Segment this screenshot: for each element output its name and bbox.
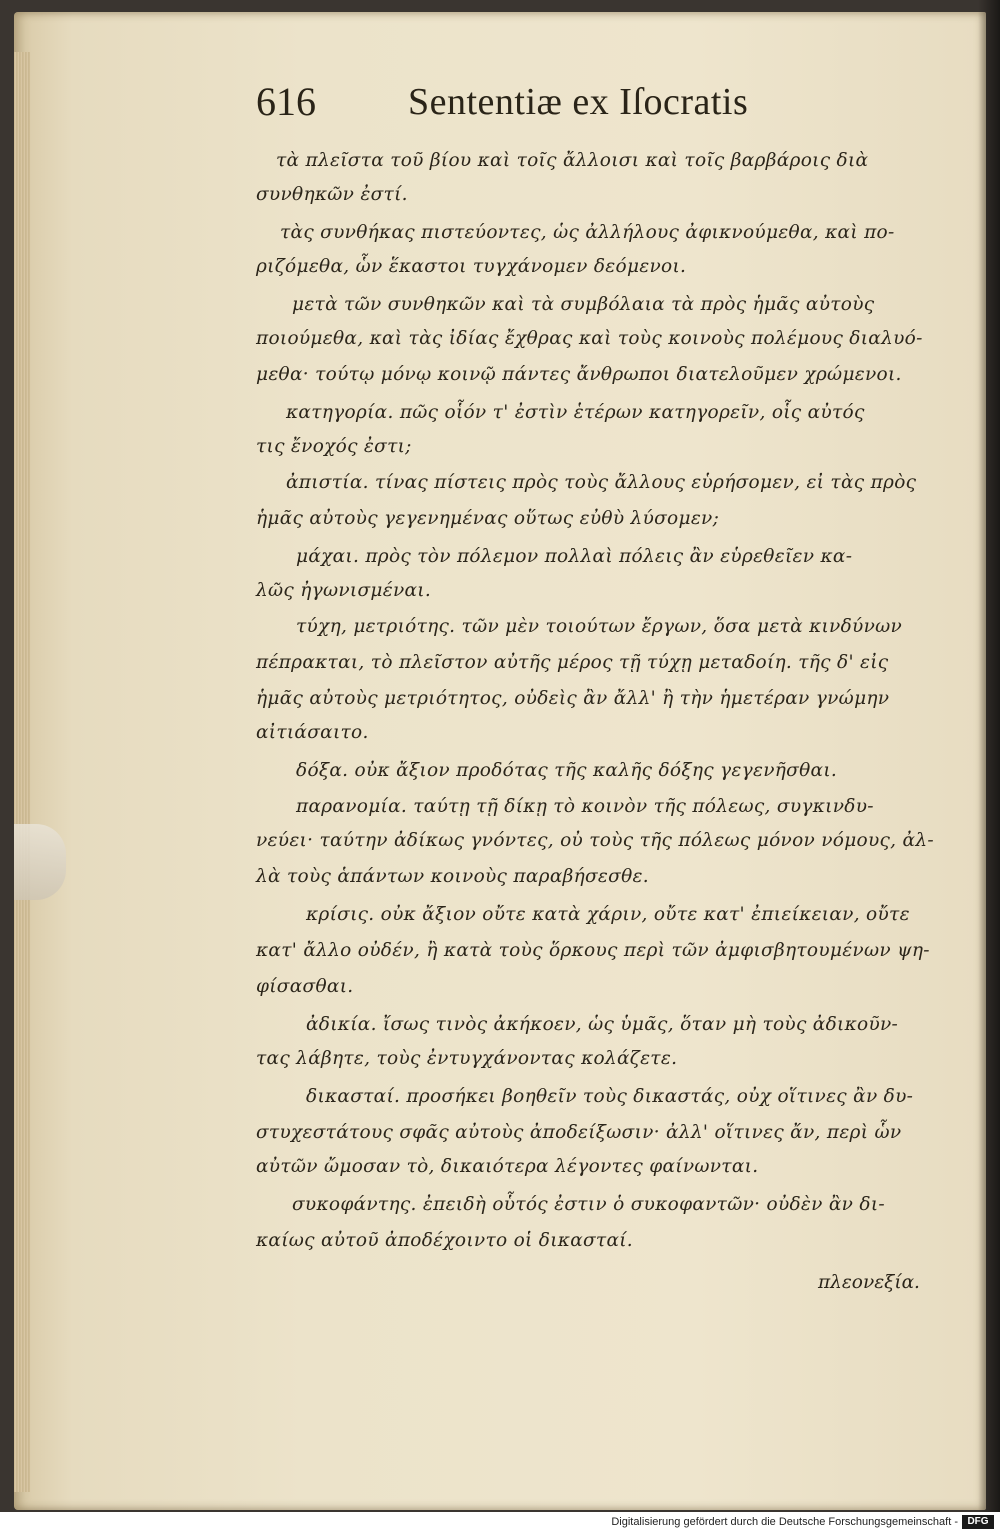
text-line: τας λάβητε, τοὺς ἐντυγχάνοντας κολάζετε. [256,1048,678,1069]
text-line: παρανομία. ταύτῃ τῇ δίκῃ τὸ κοινὸν τῆς πόλεως, συγκινδυ- [296,796,874,817]
text-line: ἡμᾶς αὐτοὺς γεγενημένας οὕτως εὐθὺ λύσομεν; [256,508,720,529]
text-line: κατ' ἄλλο οὐδέν, ἢ κατὰ τοὺς ὅρκους περὶ τῶν ἀμφισβητουμένων ψη- [256,940,930,961]
footer-credit: Digitalisierung gefördert durch die Deutsche Forschungsgemeinschaft - [611,1516,958,1528]
text-line: νεύει· ταύτην ἀδίκως γνόντες, οὐ τοὺς τῆς πόλεως μόνον νόμους, ἀλ- [256,830,934,851]
text-line: αἰτιάσαιτο. [256,722,369,743]
text-line: τὰ πλεῖστα τοῦ βίου καὶ τοῖς ἄλλοισι καὶ τοῖς βαρβάροις διὰ [276,150,869,171]
text-line: τὰς συνθήκας πιστεύοντες, ὡς ἀλλήλους ἀφικνούμεθα, καὶ πο- [280,222,895,243]
text-line: λὰ τοὺς ἁπάντων κοινοὺς παραβήσεσθε. [256,866,649,887]
text-line: τύχη, μετριότης. τῶν μὲν τοιούτων ἔργων, ὅσα μετὰ κινδύνων [296,616,903,637]
page-clip [14,824,66,900]
text-line: ριζόμεθα, ὧν ἕκαστοι τυγχάνομεν δεόμενοι. [256,256,687,277]
text-line: δόξα. οὐκ ἄξιον προδότας τῆς καλῆς δόξης γεγενῆσθαι. [296,760,838,781]
dfg-logo: DFG [962,1515,994,1529]
text-line: μετὰ τῶν συνθηκῶν καὶ τὰ συμβόλαια τὰ πρὸς ἡμᾶς αὐτοὺς [292,294,875,315]
footer [0,1512,1000,1534]
text-line: κατηγορία. πῶς οἷόν τ' ἐστὶν ἑτέρων κατηγορεῖν, οἷς αὐτός [286,402,865,423]
text-line: φίσασθαι. [256,976,354,997]
text-line: δικασταί. προσήκει βοηθεῖν τοὺς δικαστάς, οὐχ οἵτινες ἂν δυ- [306,1086,914,1107]
page-fore-edge [14,52,30,1492]
text-line: ἀδικία. ἴσως τινὸς ἀκήκοεν, ὡς ὑμᾶς, ὅταν μὴ τοὺς ἀδικοῦν- [306,1014,899,1035]
text-line: αὐτῶν ὤμοσαν τὸ, δικαιότερα λέγοντες φαίνωνται. [256,1156,759,1177]
spine-shadow [978,0,1000,1512]
text-line: ἡμᾶς αὐτοὺς μετριότητος, οὐδεὶς ἂν ἄλλ' ἢ τὴν ἡμετέραν γνώμην [256,688,890,709]
text-line: συνθηκῶν ἐστί. [256,184,408,205]
text-line: ποιούμεθα, καὶ τὰς ἰδίας ἔχθρας καὶ τοὺς κοινοὺς πολέμους διαλυό- [256,328,923,349]
text-line: ἀπιστία. τίνας πίστεις πρὸς τοὺς ἄλλους εὑρήσομεν, εἰ τὰς πρὸς [286,472,917,493]
text-line: λῶς ἠγωνισμέναι. [256,580,432,601]
catchword: πλεονεξία. [818,1272,920,1293]
page-number: 616 [256,79,316,124]
text-line: μεθα· τούτῳ μόνῳ κοινῷ πάντες ἄνθρωποι διατελοῦμεν χρώμενοι. [256,364,902,385]
text-line: στυχεστάτους σφᾶς αὐτοὺς ἀποδείξωσιν· ἀλλ' οἵτινες ἄν, περὶ ὧν [256,1122,902,1143]
text-line: μάχαι. πρὸς τὸν πόλεμον πολλαὶ πόλεις ἂν εὑρεθεῖεν κα- [296,546,853,567]
text-line: τις ἔνοχός ἐστι; [256,436,412,457]
running-head: Sententiæ ex Iſocratis [408,81,749,123]
text-line: συκοφάντης. ἐπειδὴ οὗτός ἐστιν ὁ συκοφαντῶν· οὐδὲν ἂν δι- [292,1194,885,1215]
text-line: καίως αὐτοῦ ἀποδέχοιντο οἱ δικασταί. [256,1230,633,1251]
text-line: πέπρακται, τὸ πλεῖστον αὐτῆς μέρος τῇ τύχῃ μεταδοίη. τῆς δ' εἰς [256,652,889,673]
text-line: κρίσις. οὐκ ἄξιον οὔτε κατὰ χάριν, οὔτε κατ' ἐπιείκειαν, οὔτε [306,904,910,925]
